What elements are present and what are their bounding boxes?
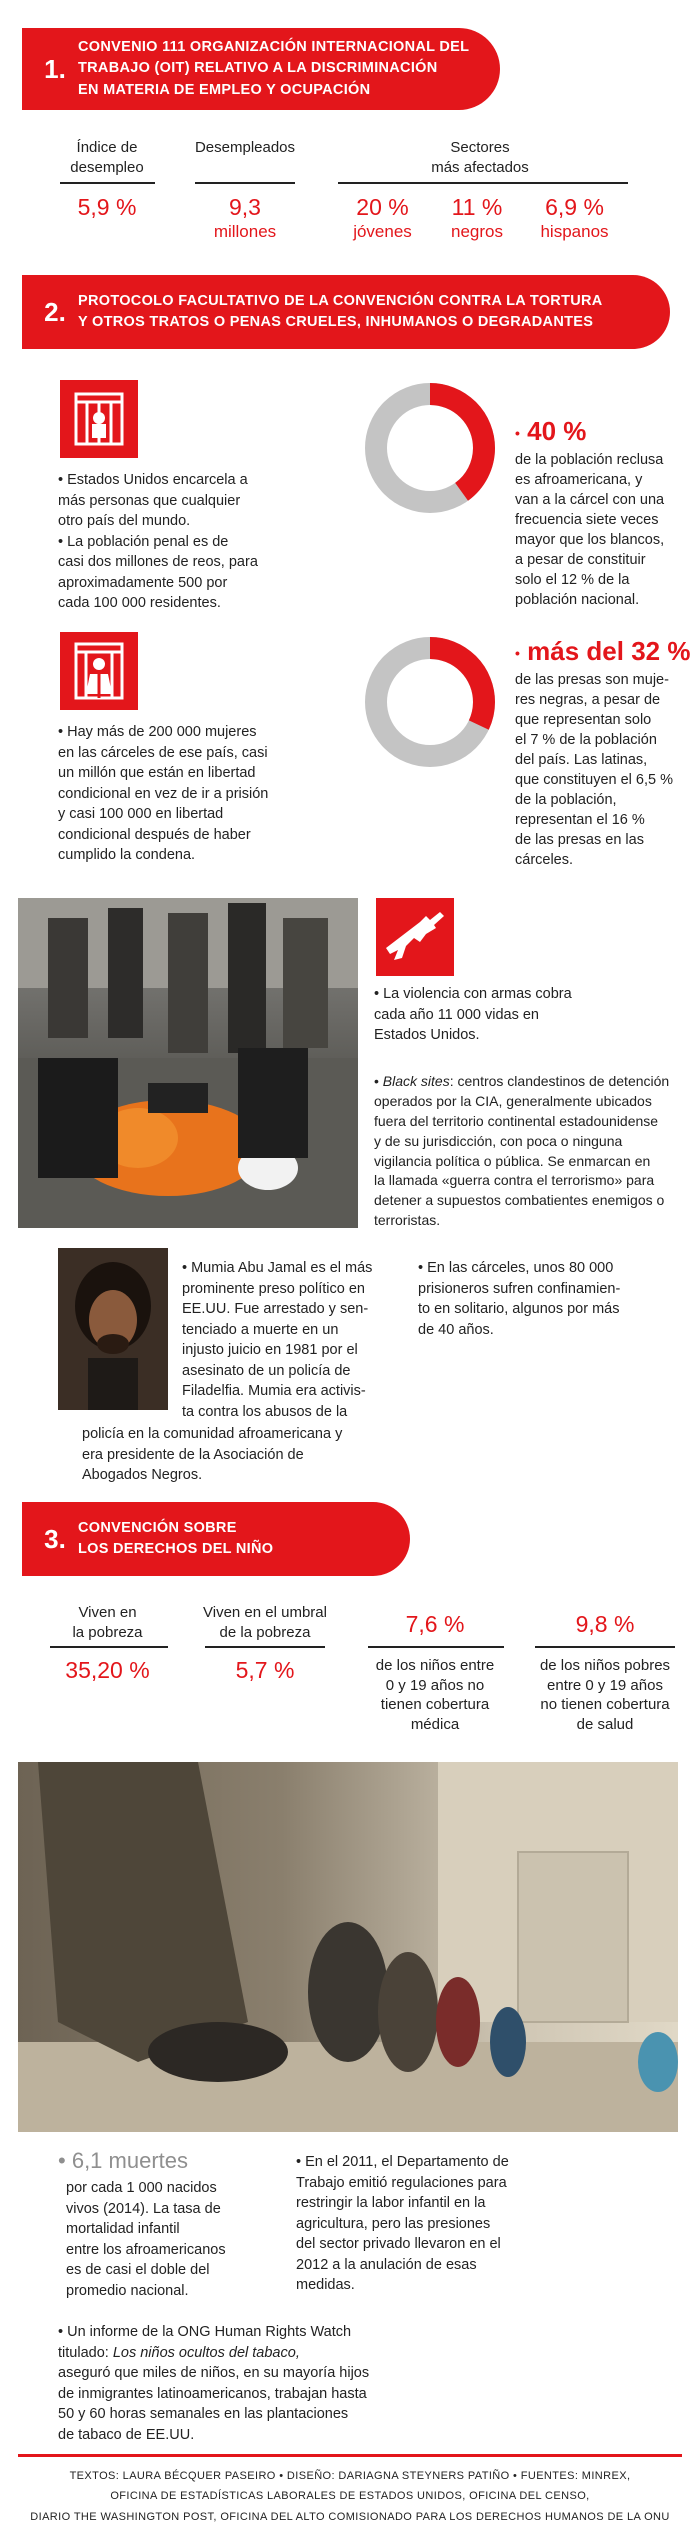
unemployment-rate-value: 5,9 %	[77, 194, 137, 220]
infant-mortality-text: por cada 1 000 nacidos vivos (2014). La tasa de mortalidad infantil entre los afroamericanos es de casi el doble del promedio nacional.	[66, 2180, 226, 2299]
no-health-coverage-label: de los niños pobres entre 0 y 19 años no tienen cobertura de salud	[539, 1657, 671, 1733]
sector-youth-value: 20 %	[356, 194, 409, 220]
hrw-report-title: Los niños ocultos del tabaco,	[112, 2344, 300, 2361]
sectors-label: Sectores más afectados	[431, 139, 529, 176]
divider	[195, 182, 295, 184]
section-2-header	[22, 275, 670, 349]
black-women-percent: • más del 32 %	[515, 636, 691, 666]
sector-black-value: 11 %	[451, 194, 503, 220]
section-3-header	[22, 1502, 410, 1576]
prisoner-icon	[60, 632, 138, 710]
credits	[0, 2466, 700, 2527]
donut-chart-afroamerican	[360, 378, 500, 518]
section-3-title: CONVENCIÓN SOBRE LOS DERECHOS DEL NIÑO	[78, 1519, 274, 1557]
gun-violence-text: • La violencia con armas cobra cada año 11 000 vidas en Estados Unidos.	[374, 986, 572, 1044]
prison-population-text: • Estados Unidos encarcela a más personas que cualquier otro país del mundo. • La población penal es de casi dos millones de reos, para aproximadamente 500 por cada 100 000 residentes.	[58, 472, 258, 612]
divider	[535, 1646, 675, 1648]
poverty-threshold-label: Viven en el umbral de la pobreza	[203, 1604, 327, 1641]
poverty-value: 35,20 %	[65, 1657, 150, 1683]
black-sites-text: • Black sites: centros clandestinos de detención operados por la CIA, generalmente ubicados fuera del territorio continental estadounidense y de su jurisdicción, con poca o ninguna vigilancia política o pública. Se enmarcan en la llamada «guerra contra el terrorismo» para detener a supuestos combatientes enemigos o terroristas.	[374, 1073, 670, 1229]
unemployment-rate-label: Índice de desempleo	[70, 139, 144, 176]
sector-black-label: negros	[451, 222, 503, 241]
credits-line: TEXTOS: LAURA BÉCQUER PASEIRO • DISEÑO: DARIAGNA STEYNERS PATIÑO • FUENTES: MINREX,	[69, 2470, 631, 2482]
afroamerican-percent: • 40 %	[515, 416, 587, 446]
protest-photo	[18, 898, 358, 1228]
afroamerican-text: de la población reclusa es afroamericana, y van a la cárcel con una frecuencia siete veces mayor que los blancos, a pesar de constituir solo el 12 % de la población nacional.	[515, 452, 665, 608]
poverty-threshold-value: 5,7 %	[235, 1657, 295, 1683]
black-sites-term: Black sites	[382, 1073, 450, 1089]
solitary-confinement-text: • En las cárceles, unos 80 000 prisioneros sufren confinamien- to en solitario, algunos por más de 40 años.	[418, 1260, 621, 1338]
unemployed-value: 9,3	[229, 194, 261, 220]
no-health-coverage-value: 9,8 %	[575, 1611, 635, 1637]
hrw-report-text: • Un informe de la ONG Human Rights Watch titulado: Los niños ocultos del tabaco, aseguró que miles de niños, en su mayoría hijos de inmigrantes latinoamericanos, trabajan hasta 50 y 60 horas semanales en las plantaciones de tabaco de EE.UU.	[58, 2324, 370, 2443]
rifle-icon	[376, 898, 454, 976]
prison-icon	[60, 380, 138, 458]
sector-hispanic-value: 6,9 %	[545, 194, 604, 220]
section-1-title: CONVENIO 111 ORGANIZACIÓN INTERNACIONAL DEL TRABAJO (OIT) RELATIVO A LA DISCRIMINACIÓN EN MATERIA DE EMPLEO Y OCUPACIÓN	[78, 39, 470, 98]
donut-chart-black-women	[360, 632, 500, 772]
footer-divider	[18, 2454, 682, 2457]
section-2-number: 2.	[44, 296, 66, 327]
mumia-text-continued: policía en la comunidad afroamericana y era presidente de la Asociación de Abogados Negros.	[82, 1426, 343, 1484]
sector-youth-label: jóvenes	[353, 222, 412, 241]
divider	[60, 182, 155, 184]
divider	[338, 182, 628, 184]
infant-mortality-value: • 6,1 muertes	[58, 2148, 188, 2173]
poverty-label: Viven en la pobreza	[72, 1604, 143, 1641]
section-2-title: PROTOCOLO FACULTATIVO DE LA CONVENCIÓN CONTRA LA TORTURA Y OTROS TRATOS O PENAS CRUELES, INHUMANOS O DEGRADANTES	[78, 292, 603, 330]
child-labor-text: • En el 2011, el Departamento de Trabajo emitió regulaciones para restringir la labor infantil en la agricultura, pero las presiones del sector privado llevaron en el 2012 a la anulación de esas medidas.	[296, 2154, 509, 2294]
women-prison-text: • Hay más de 200 000 mujeres en las cárceles de ese país, casi un millón que están en libertad condicional en vez de ir a prisión y casi 100 000 en libertad condicional después de haber cumplido la condena.	[58, 724, 269, 864]
mumia-text: • Mumia Abu Jamal es el más prominente preso político en EE.UU. Fue arrestado y sen- tenciado a muerte en un injusto juicio en 1981 por el asesinato de un policía de Filadelfia. Mumia era activis- ta contra los abusos de la	[182, 1260, 373, 1421]
no-medical-coverage-label: de los niños entre 0 y 19 años no tienen cobertura médica	[375, 1657, 495, 1733]
section-1-header	[22, 28, 500, 110]
unemployed-label: Desempleados	[194, 139, 296, 156]
no-medical-coverage-value: 7,6 %	[405, 1611, 465, 1637]
detained-children-photo	[18, 1762, 678, 2132]
credits-line: DIARIO THE WASHINGTON POST, OFICINA DEL ALTO COMISIONADO PARA LOS DERECHOS HUMANOS DE LA ONU	[30, 2510, 670, 2523]
section-3-number: 3.	[44, 1523, 66, 1554]
unemployed-unit: millones	[213, 222, 277, 241]
section-1-number: 1.	[44, 53, 66, 84]
mumia-portrait-photo	[58, 1248, 168, 1410]
credits-line: OFICINA DE ESTADÍSTICAS LABORALES DE ESTADOS UNIDOS, OFICINA DEL CENSO,	[110, 2490, 590, 2503]
divider	[50, 1646, 168, 1648]
sector-hispanic-label: hispanos	[540, 222, 609, 241]
divider	[205, 1646, 325, 1648]
black-women-text: de las presas son muje- res negras, a pesar de que representan solo el 7 % de la población del país. Las latinas, que constituyen el 6,5 % de la población, representan el 16 % de las presas en las cárceles.	[515, 672, 673, 868]
divider	[368, 1646, 504, 1648]
